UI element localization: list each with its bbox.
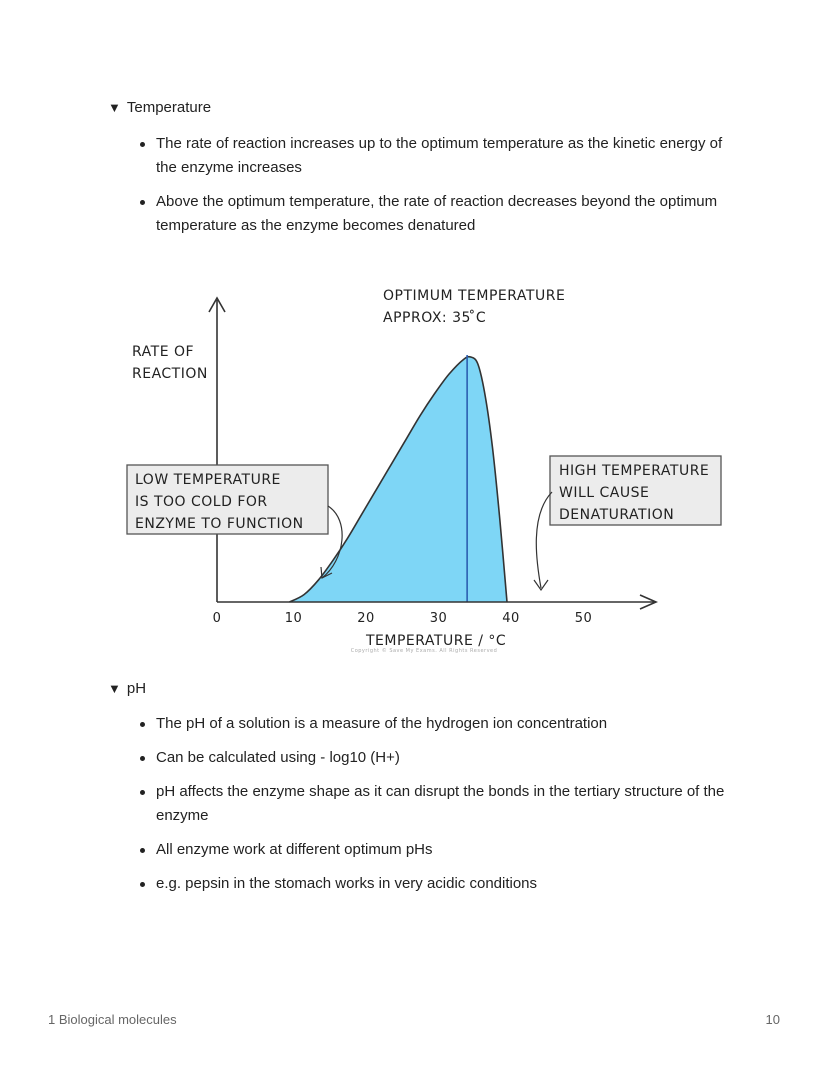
low-temperature-callout-text: IS TOO COLD FOR bbox=[135, 494, 268, 510]
collapse-triangle-icon[interactable]: ▼ bbox=[108, 681, 121, 696]
temperature-heading-label: Temperature bbox=[126, 99, 212, 116]
x-tick-label: 50 bbox=[574, 611, 593, 626]
ph-heading-label: pH bbox=[126, 680, 147, 697]
high-temperature-callout-text: WILL CAUSE bbox=[559, 485, 650, 501]
bullet-item: The rate of reaction increases up to the optimum temperature as the kinetic energy of the enzyme increases bbox=[138, 132, 738, 180]
high-temperature-callout-text: DENATURATION bbox=[559, 507, 675, 523]
chart-title: OPTIMUM TEMPERATURE bbox=[383, 288, 566, 304]
temperature-heading[interactable] bbox=[108, 99, 211, 116]
low-temperature-callout-text: LOW TEMPERATURE bbox=[135, 472, 281, 488]
high-temperature-callout-text: HIGH TEMPERATURE bbox=[559, 463, 710, 479]
y-axis-label: REACTION bbox=[132, 366, 208, 382]
rate-vs-temperature-chart bbox=[0, 270, 828, 665]
ph-heading[interactable] bbox=[108, 680, 146, 697]
temperature-bullet-list bbox=[138, 132, 738, 248]
bullet-item: e.g. pepsin in the stomach works in very acidic conditions bbox=[138, 872, 738, 896]
bullet-item: The pH of a solution is a measure of the hydrogen ion concentration bbox=[138, 712, 738, 736]
ph-bullet-list bbox=[138, 712, 738, 906]
y-axis-label: RATE OF bbox=[132, 344, 195, 360]
bullet-item: Above the optimum temperature, the rate of reaction decreases beyond the optimum temperature as the enzyme becomes denatured bbox=[138, 190, 738, 238]
footer-page-number: 10 bbox=[765, 1012, 780, 1027]
x-tick-label: 40 bbox=[502, 611, 520, 626]
x-tick-label: 20 bbox=[357, 611, 375, 626]
x-tick-label: 30 bbox=[429, 611, 448, 626]
bullet-item: Can be calculated using - log10 (H+) bbox=[138, 746, 738, 770]
bullet-item: All enzyme work at different optimum pHs bbox=[138, 838, 738, 862]
x-tick-label: 10 bbox=[284, 611, 303, 626]
bullet-item: pH affects the enzyme shape as it can disrupt the bonds in the tertiary structure of the enzyme bbox=[138, 780, 738, 828]
x-axis-label: TEMPERATURE / °C bbox=[366, 633, 507, 649]
chart-subtitle: APPROX: 35 ̊C bbox=[383, 310, 487, 326]
copyright-text: Copyright © Save My Exams. All Rights Reserved bbox=[350, 648, 498, 654]
collapse-triangle-icon[interactable]: ▼ bbox=[108, 100, 121, 115]
footer-chapter: 1 Biological molecules bbox=[48, 1012, 177, 1027]
x-tick-label: 0 bbox=[212, 611, 222, 626]
low-temperature-callout-text: ENZYME TO FUNCTION bbox=[135, 516, 304, 532]
